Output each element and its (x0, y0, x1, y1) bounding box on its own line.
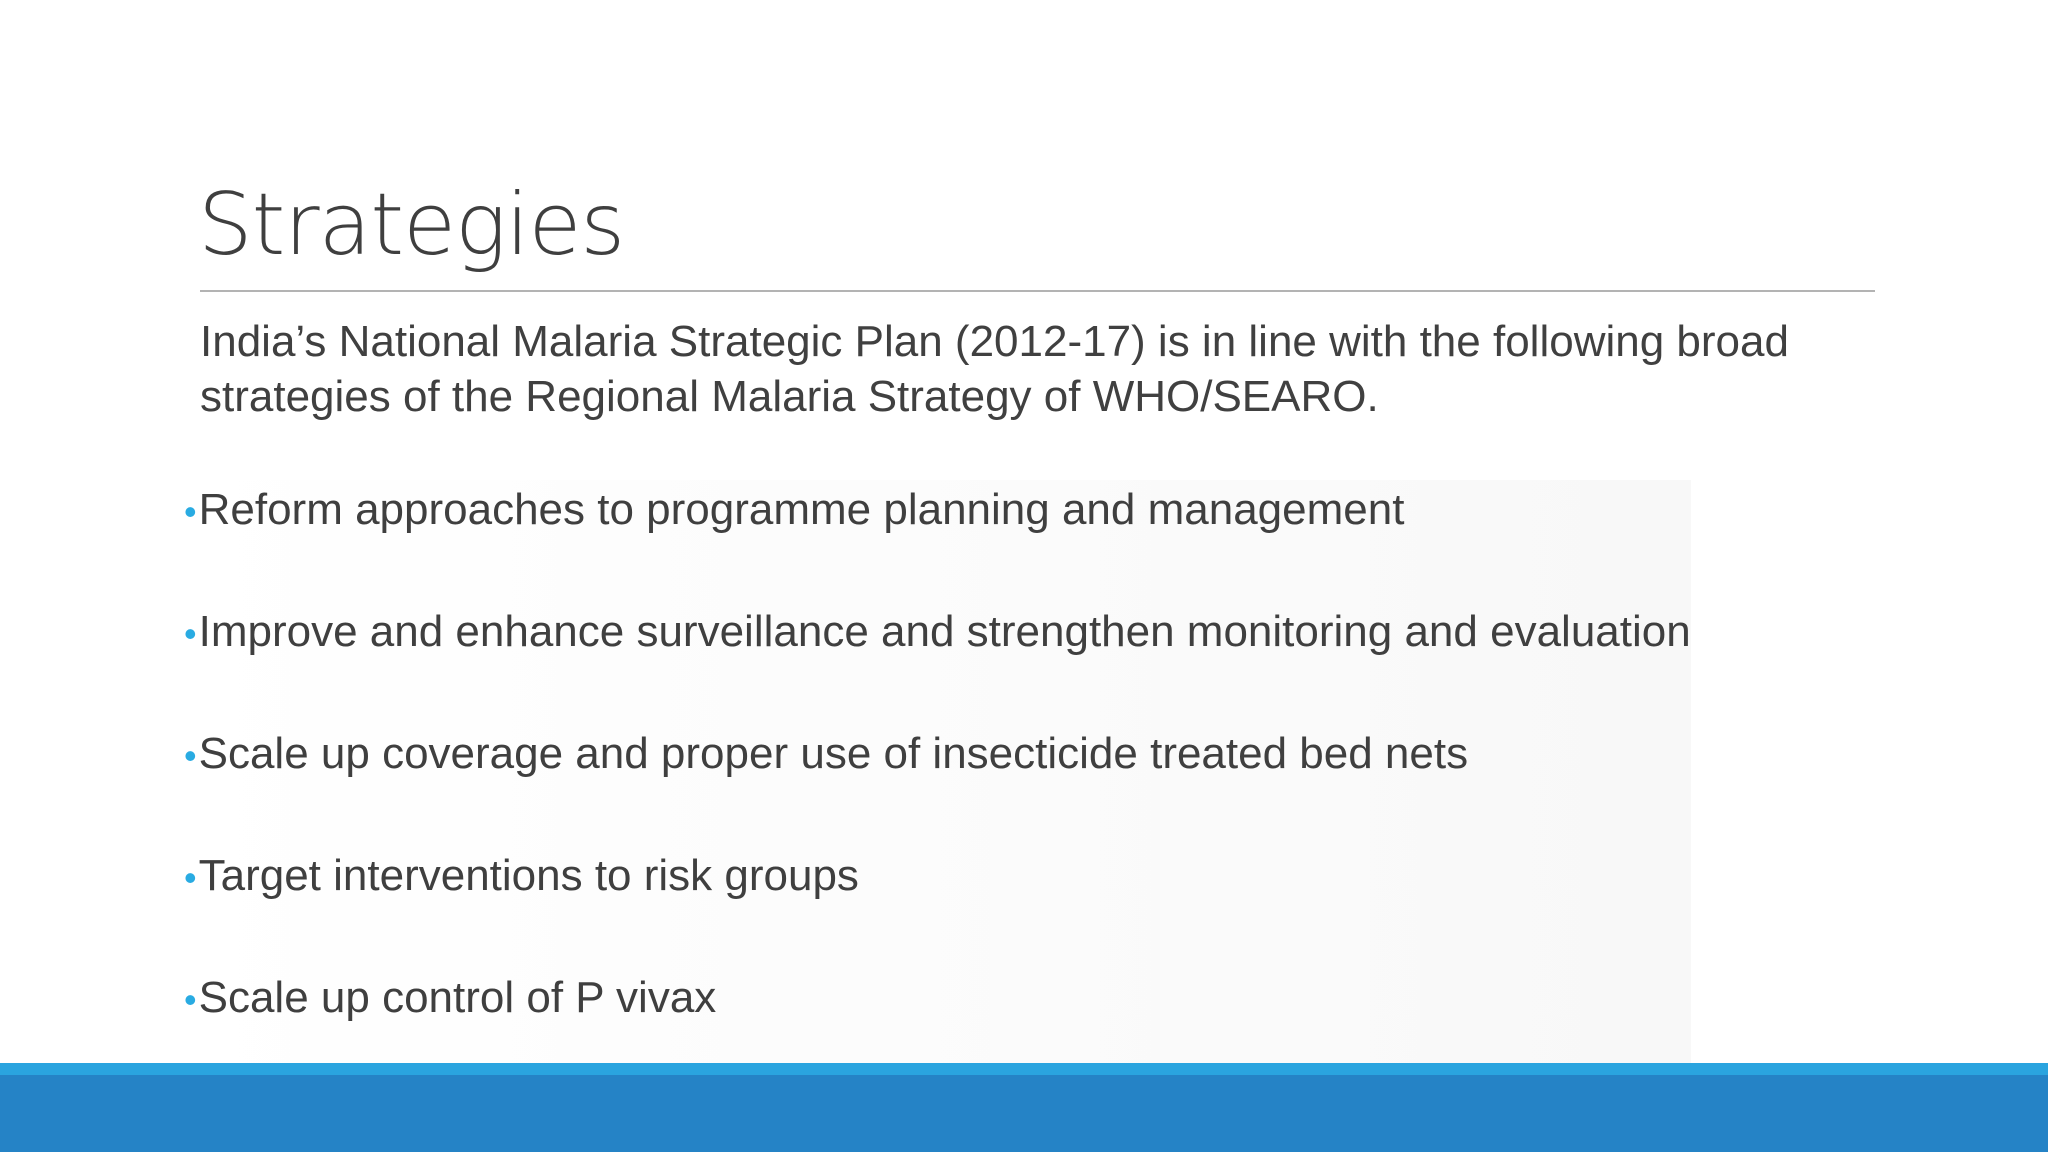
footer-band (0, 1075, 2048, 1152)
bullet-text: Scale up control of P vivax (198, 973, 717, 1022)
bullet-text: Reform approaches to programme planning and management (198, 485, 1405, 534)
bullet-icon: • (184, 857, 197, 898)
footer-accent-stripe (0, 1063, 2048, 1075)
list-item (184, 602, 1691, 724)
list-item (184, 846, 1691, 968)
bullet-icon: • (184, 491, 197, 532)
intro-paragraph: India’s National Malaria Strategic Plan (2012-17) is in line with the following broad strategies of the Regional Malaria Strategy of WHO/SEARO. (200, 317, 1789, 421)
slide-title: Strategies (198, 175, 625, 275)
bullet-icon: • (184, 735, 197, 776)
list-item (184, 480, 1691, 602)
bullet-text: Target interventions to risk groups (198, 851, 859, 900)
bullet-icon: • (184, 613, 197, 654)
bullet-icon: • (184, 979, 197, 1020)
title-divider (200, 290, 1875, 292)
strategy-list (184, 480, 1691, 1090)
bullet-text: Improve and enhance surveillance and strengthen monitoring and evaluation (198, 607, 1691, 656)
bullet-text: Scale up coverage and proper use of insecticide treated bed nets (198, 729, 1469, 778)
list-item (184, 724, 1691, 846)
